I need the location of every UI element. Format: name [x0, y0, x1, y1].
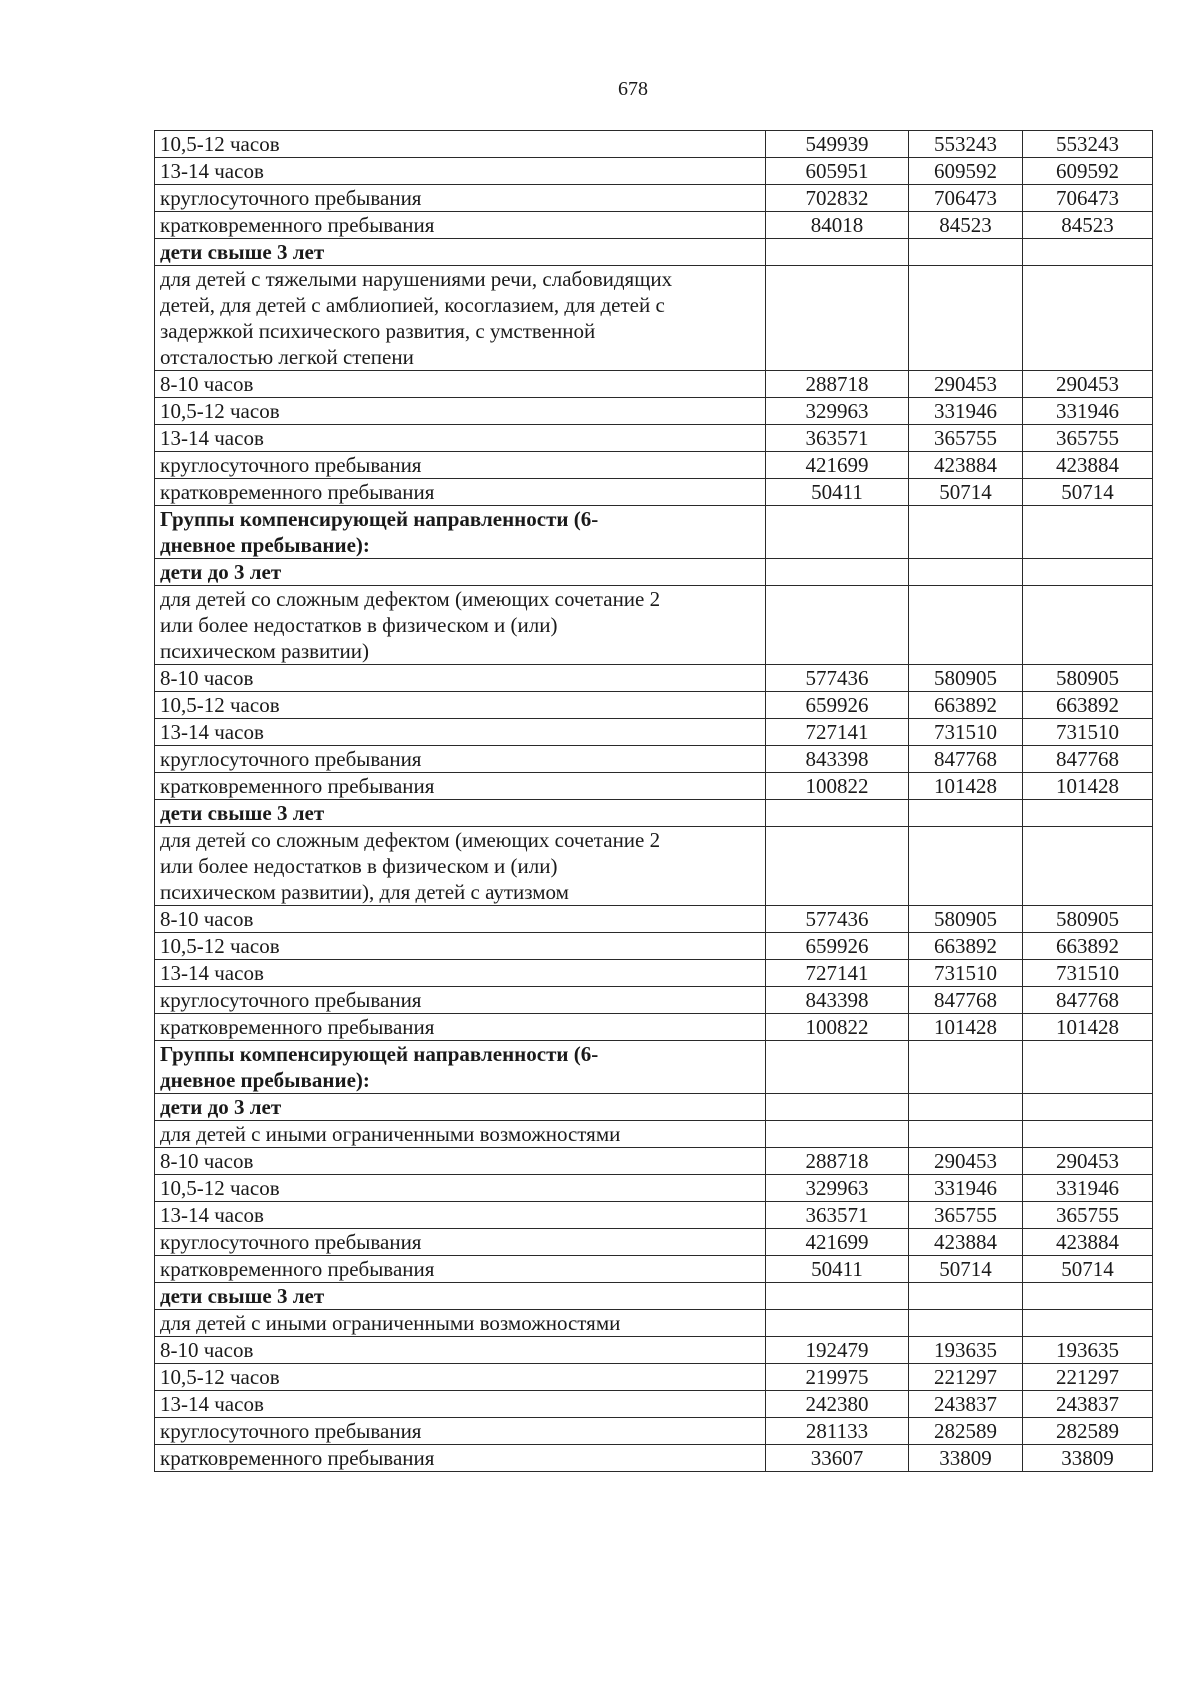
- value-col-2: 663892: [909, 933, 1023, 960]
- table-row: [155, 773, 1153, 800]
- table-row: [155, 719, 1153, 746]
- table-row: [155, 1364, 1153, 1391]
- value-col-1: [766, 266, 909, 371]
- row-label: 10,5-12 часов: [155, 1364, 766, 1391]
- value-col-1: 100822: [766, 1014, 909, 1041]
- value-col-2: 101428: [909, 773, 1023, 800]
- table-row: [155, 559, 1153, 586]
- value-col-3: 193635: [1023, 1337, 1153, 1364]
- table-row: [155, 906, 1153, 933]
- row-label: дети до 3 лет: [155, 1094, 766, 1121]
- row-label: 8-10 часов: [155, 906, 766, 933]
- value-col-2: 553243: [909, 131, 1023, 158]
- value-col-3: 580905: [1023, 665, 1153, 692]
- row-label: 13-14 часов: [155, 158, 766, 185]
- row-label: круглосуточного пребывания: [155, 1229, 766, 1256]
- row-label: Группы компенсирующей направленности (6- дневное пребывание):: [155, 506, 766, 559]
- value-col-3: [1023, 1094, 1153, 1121]
- value-col-1: 659926: [766, 933, 909, 960]
- value-col-3: 50714: [1023, 1256, 1153, 1283]
- table-row: [155, 800, 1153, 827]
- value-col-2: 365755: [909, 1202, 1023, 1229]
- row-label: 8-10 часов: [155, 1337, 766, 1364]
- value-col-3: 663892: [1023, 692, 1153, 719]
- table-row: [155, 1121, 1153, 1148]
- value-col-2: [909, 1283, 1023, 1310]
- value-col-3: 290453: [1023, 1148, 1153, 1175]
- table-row: [155, 131, 1153, 158]
- value-col-2: 221297: [909, 1364, 1023, 1391]
- value-col-3: 221297: [1023, 1364, 1153, 1391]
- cost-table: [154, 130, 1153, 1472]
- table-row: [155, 398, 1153, 425]
- row-label: кратковременного пребывания: [155, 479, 766, 506]
- table-row: [155, 1445, 1153, 1472]
- value-col-1: [766, 1283, 909, 1310]
- row-label: 10,5-12 часов: [155, 131, 766, 158]
- value-col-2: 282589: [909, 1418, 1023, 1445]
- value-col-2: 663892: [909, 692, 1023, 719]
- value-col-3: [1023, 586, 1153, 665]
- row-label: для детей с иными ограниченными возможностями: [155, 1121, 766, 1148]
- value-col-2: 50714: [909, 479, 1023, 506]
- table-row: [155, 586, 1153, 665]
- table-row: [155, 158, 1153, 185]
- table-row: [155, 212, 1153, 239]
- row-label: дети до 3 лет: [155, 559, 766, 586]
- table-row: [155, 425, 1153, 452]
- row-label: 10,5-12 часов: [155, 398, 766, 425]
- value-col-2: [909, 1041, 1023, 1094]
- value-col-3: [1023, 1041, 1153, 1094]
- value-col-1: 363571: [766, 425, 909, 452]
- value-col-2: 290453: [909, 1148, 1023, 1175]
- value-col-2: 731510: [909, 719, 1023, 746]
- table-row: [155, 1014, 1153, 1041]
- row-label: 8-10 часов: [155, 371, 766, 398]
- value-col-2: 580905: [909, 906, 1023, 933]
- value-col-1: 363571: [766, 1202, 909, 1229]
- value-col-3: 101428: [1023, 773, 1153, 800]
- value-col-1: [766, 1121, 909, 1148]
- value-col-3: [1023, 1121, 1153, 1148]
- table-row: [155, 1202, 1153, 1229]
- value-col-1: 100822: [766, 773, 909, 800]
- value-col-2: 423884: [909, 1229, 1023, 1256]
- value-col-3: 50714: [1023, 479, 1153, 506]
- value-col-1: 605951: [766, 158, 909, 185]
- row-label: для детей с иными ограниченными возможностями: [155, 1310, 766, 1337]
- table-row: [155, 185, 1153, 212]
- table-row: [155, 479, 1153, 506]
- value-col-1: 192479: [766, 1337, 909, 1364]
- value-col-1: 843398: [766, 987, 909, 1014]
- table-row: [155, 1391, 1153, 1418]
- value-col-3: 553243: [1023, 131, 1153, 158]
- value-col-2: [909, 506, 1023, 559]
- value-col-2: 84523: [909, 212, 1023, 239]
- value-col-3: 101428: [1023, 1014, 1153, 1041]
- row-label: дети свыше 3 лет: [155, 800, 766, 827]
- value-col-2: 290453: [909, 371, 1023, 398]
- row-label: 8-10 часов: [155, 1148, 766, 1175]
- value-col-2: 580905: [909, 665, 1023, 692]
- value-col-3: 365755: [1023, 425, 1153, 452]
- value-col-1: 702832: [766, 185, 909, 212]
- value-col-1: 50411: [766, 1256, 909, 1283]
- table-row: [155, 1256, 1153, 1283]
- value-col-1: 288718: [766, 1148, 909, 1175]
- row-label: для детей с тяжелыми нарушениями речи, слабовидящих детей, для детей с амблиопией, косоглазием, для детей с задержкой психического развития, с умственной отсталостью легкой степени: [155, 266, 766, 371]
- table-row: [155, 1337, 1153, 1364]
- value-col-1: 281133: [766, 1418, 909, 1445]
- row-label: для детей со сложным дефектом (имеющих сочетание 2 или более недостатков в физическом и (или) психическом развитии), для детей с аутизмом: [155, 827, 766, 906]
- value-col-2: [909, 586, 1023, 665]
- row-label: 13-14 часов: [155, 425, 766, 452]
- row-label: круглосуточного пребывания: [155, 185, 766, 212]
- row-label: для детей со сложным дефектом (имеющих сочетание 2 или более недостатков в физическом и (или) психическом развитии): [155, 586, 766, 665]
- table-row: [155, 746, 1153, 773]
- value-col-2: 33809: [909, 1445, 1023, 1472]
- table-row: [155, 1148, 1153, 1175]
- row-label: 10,5-12 часов: [155, 933, 766, 960]
- value-col-1: [766, 800, 909, 827]
- value-col-2: [909, 1121, 1023, 1148]
- value-col-2: [909, 239, 1023, 266]
- row-label: кратковременного пребывания: [155, 773, 766, 800]
- table-body: [155, 131, 1153, 1472]
- value-col-1: [766, 559, 909, 586]
- value-col-3: [1023, 1283, 1153, 1310]
- row-label: круглосуточного пребывания: [155, 452, 766, 479]
- value-col-3: 290453: [1023, 371, 1153, 398]
- table-row: [155, 827, 1153, 906]
- value-col-3: 423884: [1023, 1229, 1153, 1256]
- value-col-2: 423884: [909, 452, 1023, 479]
- value-col-1: 84018: [766, 212, 909, 239]
- value-col-3: 423884: [1023, 452, 1153, 479]
- value-col-2: [909, 827, 1023, 906]
- value-col-1: 843398: [766, 746, 909, 773]
- value-col-2: 243837: [909, 1391, 1023, 1418]
- value-col-2: 331946: [909, 398, 1023, 425]
- value-col-3: 847768: [1023, 746, 1153, 773]
- value-col-3: 331946: [1023, 1175, 1153, 1202]
- value-col-2: 847768: [909, 987, 1023, 1014]
- value-col-2: 365755: [909, 425, 1023, 452]
- value-col-1: 577436: [766, 906, 909, 933]
- table-row: [155, 1094, 1153, 1121]
- value-col-1: 659926: [766, 692, 909, 719]
- value-col-1: 33607: [766, 1445, 909, 1472]
- value-col-3: [1023, 559, 1153, 586]
- row-label: 10,5-12 часов: [155, 1175, 766, 1202]
- value-col-3: 706473: [1023, 185, 1153, 212]
- row-label: 13-14 часов: [155, 1391, 766, 1418]
- row-label: 8-10 часов: [155, 665, 766, 692]
- value-col-1: 50411: [766, 479, 909, 506]
- row-label: 13-14 часов: [155, 960, 766, 987]
- row-label: кратковременного пребывания: [155, 1014, 766, 1041]
- value-col-2: 50714: [909, 1256, 1023, 1283]
- value-col-3: 609592: [1023, 158, 1153, 185]
- table-row: [155, 692, 1153, 719]
- value-col-1: 727141: [766, 719, 909, 746]
- value-col-2: 331946: [909, 1175, 1023, 1202]
- value-col-1: 329963: [766, 1175, 909, 1202]
- row-label: 13-14 часов: [155, 1202, 766, 1229]
- value-col-1: 242380: [766, 1391, 909, 1418]
- value-col-3: 243837: [1023, 1391, 1153, 1418]
- value-col-3: 33809: [1023, 1445, 1153, 1472]
- value-col-2: 609592: [909, 158, 1023, 185]
- value-col-1: [766, 506, 909, 559]
- value-col-1: 329963: [766, 398, 909, 425]
- value-col-1: [766, 827, 909, 906]
- value-col-1: 421699: [766, 1229, 909, 1256]
- value-col-1: 288718: [766, 371, 909, 398]
- row-label: кратковременного пребывания: [155, 1445, 766, 1472]
- value-col-1: 549939: [766, 131, 909, 158]
- table-row: [155, 665, 1153, 692]
- value-col-1: [766, 586, 909, 665]
- value-col-2: [909, 266, 1023, 371]
- value-col-3: [1023, 800, 1153, 827]
- row-label: круглосуточного пребывания: [155, 987, 766, 1014]
- table-row: [155, 266, 1153, 371]
- value-col-3: [1023, 506, 1153, 559]
- value-col-3: 847768: [1023, 987, 1153, 1014]
- row-label: 13-14 часов: [155, 719, 766, 746]
- value-col-3: [1023, 827, 1153, 906]
- table-row: [155, 1310, 1153, 1337]
- value-col-2: 731510: [909, 960, 1023, 987]
- value-col-2: 101428: [909, 1014, 1023, 1041]
- value-col-3: 731510: [1023, 960, 1153, 987]
- table-row: [155, 1041, 1153, 1094]
- row-label: Группы компенсирующей направленности (6- дневное пребывание):: [155, 1041, 766, 1094]
- row-label: круглосуточного пребывания: [155, 746, 766, 773]
- value-col-3: 663892: [1023, 933, 1153, 960]
- row-label: круглосуточного пребывания: [155, 1418, 766, 1445]
- row-label: дети свыше 3 лет: [155, 1283, 766, 1310]
- row-label: кратковременного пребывания: [155, 212, 766, 239]
- table-row: [155, 1283, 1153, 1310]
- value-col-3: 84523: [1023, 212, 1153, 239]
- value-col-1: [766, 1310, 909, 1337]
- table-row: [155, 960, 1153, 987]
- value-col-1: 577436: [766, 665, 909, 692]
- value-col-3: [1023, 239, 1153, 266]
- table-row: [155, 1229, 1153, 1256]
- value-col-2: 706473: [909, 185, 1023, 212]
- value-col-3: 282589: [1023, 1418, 1153, 1445]
- table-row: [155, 506, 1153, 559]
- row-label: 10,5-12 часов: [155, 692, 766, 719]
- row-label: дети свыше 3 лет: [155, 239, 766, 266]
- value-col-3: 365755: [1023, 1202, 1153, 1229]
- value-col-2: [909, 1094, 1023, 1121]
- value-col-1: [766, 1041, 909, 1094]
- value-col-1: [766, 1094, 909, 1121]
- value-col-2: [909, 559, 1023, 586]
- table-row: [155, 239, 1153, 266]
- value-col-3: [1023, 266, 1153, 371]
- row-label: кратковременного пребывания: [155, 1256, 766, 1283]
- table-row: [155, 452, 1153, 479]
- value-col-2: 847768: [909, 746, 1023, 773]
- value-col-3: [1023, 1310, 1153, 1337]
- table-row: [155, 933, 1153, 960]
- value-col-1: 421699: [766, 452, 909, 479]
- value-col-3: 731510: [1023, 719, 1153, 746]
- value-col-1: 727141: [766, 960, 909, 987]
- value-col-2: [909, 800, 1023, 827]
- value-col-2: 193635: [909, 1337, 1023, 1364]
- table-row: [155, 1418, 1153, 1445]
- value-col-3: 331946: [1023, 398, 1153, 425]
- value-col-3: 580905: [1023, 906, 1153, 933]
- value-col-2: [909, 1310, 1023, 1337]
- page-number: 678: [618, 78, 648, 100]
- value-col-1: [766, 239, 909, 266]
- table-row: [155, 371, 1153, 398]
- value-col-1: 219975: [766, 1364, 909, 1391]
- table-row: [155, 1175, 1153, 1202]
- table-row: [155, 987, 1153, 1014]
